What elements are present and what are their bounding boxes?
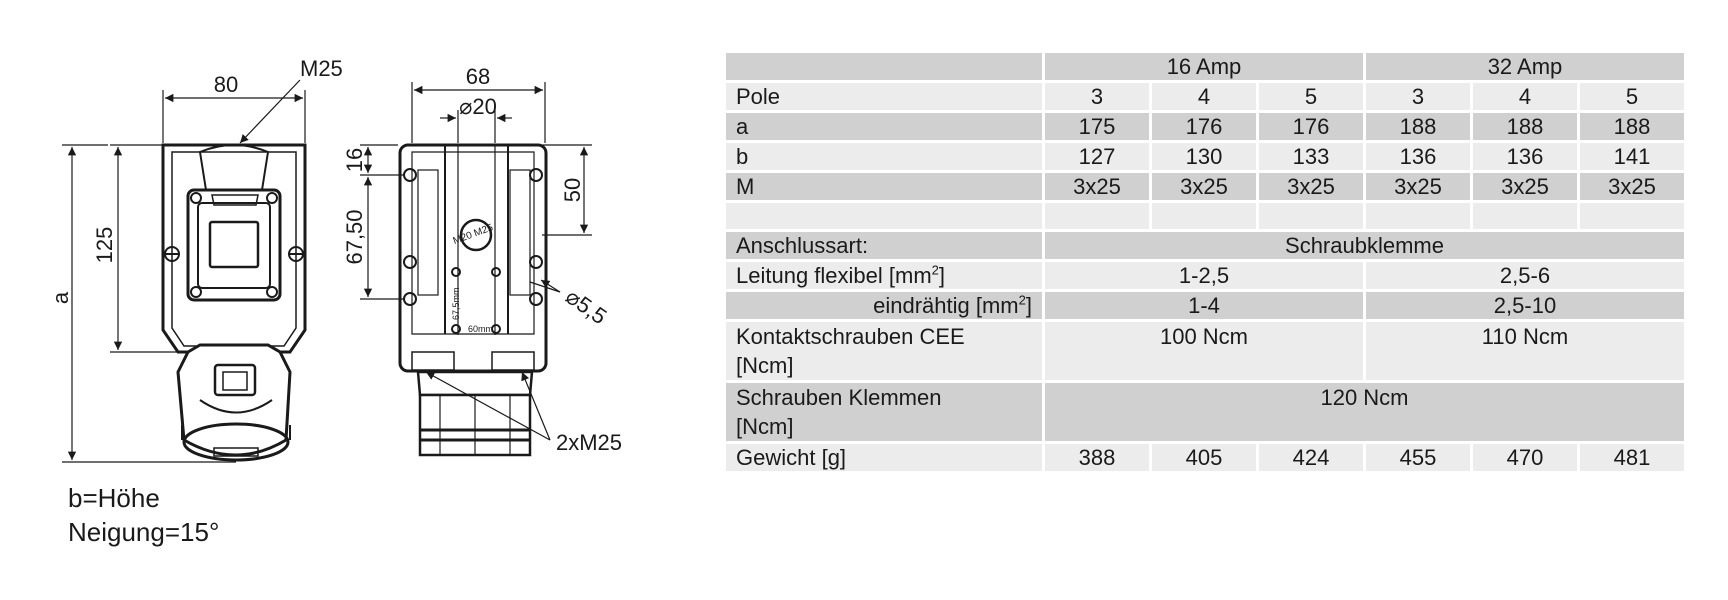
row-label: eindrähtig $[mm^2]$ — [726, 292, 1042, 319]
group-32-amp: 32 Amp — [1366, 53, 1684, 80]
dim-thread-front: M25 — [300, 56, 343, 81]
table-cell: 3x25 — [1366, 173, 1470, 200]
table-cell: 3 — [1045, 83, 1149, 110]
dim-width-front: 80 — [213, 72, 239, 97]
table-cell: 2,5-10 — [1366, 292, 1684, 319]
table-row-m — [726, 173, 1684, 200]
table-row-b — [726, 143, 1684, 170]
table-cell: 388 — [1045, 444, 1149, 471]
table-row-a — [726, 113, 1684, 140]
table-row-eindraehtig — [726, 292, 1684, 319]
dim-right-side: 50 — [560, 177, 585, 203]
side-view — [400, 145, 546, 455]
table-cell: Schraubklemme — [1045, 232, 1684, 259]
table-cell-empty — [1580, 203, 1684, 229]
table-cell: 100 Ncm — [1045, 322, 1363, 380]
table-cell: 3x25 — [1045, 173, 1149, 200]
row-label: Anschlussart: — [726, 232, 1042, 259]
dim-total-front: a — [48, 291, 73, 305]
table-cell: 4 — [1473, 83, 1577, 110]
table-cell: 136 — [1473, 143, 1577, 170]
table-cell: 5 — [1580, 83, 1684, 110]
table-cell-empty — [1366, 203, 1470, 229]
table-cell-empty — [1473, 203, 1577, 229]
table-cell: 136 — [1366, 143, 1470, 170]
table-cell: 130 — [1152, 143, 1256, 170]
table-cell: 141 — [1580, 143, 1684, 170]
table-cell-empty — [1045, 203, 1149, 229]
dim-hole: ⌀20 — [459, 94, 497, 119]
table-cell-empty — [726, 53, 1042, 80]
table-row-groups — [726, 53, 1684, 80]
table-cell: 481 — [1580, 444, 1684, 471]
table-cell: 5 — [1259, 83, 1363, 110]
table-cell: 188 — [1473, 113, 1577, 140]
label-slot-1: 67,5mm — [451, 287, 461, 320]
table-cell: 110 Ncm — [1366, 322, 1684, 380]
row-label: Leitung flexibel $[mm^2]$ — [726, 262, 1042, 289]
dim-width-side: 68 — [465, 64, 491, 89]
table-cell: 188 — [1580, 113, 1684, 140]
row-label: a — [726, 113, 1042, 140]
table-cell: 176 — [1259, 113, 1363, 140]
table-row-kontakt — [726, 322, 1684, 380]
table-cell: 188 — [1366, 113, 1470, 140]
table-row-anschluss — [726, 232, 1684, 259]
table-row-spacer — [726, 203, 1684, 229]
table-cell: 3 — [1366, 83, 1470, 110]
table-row-pole — [726, 83, 1684, 110]
row-label: Pole — [726, 83, 1042, 110]
table-cell: 3x25 — [1152, 173, 1256, 200]
row-label: Gewicht [g] — [726, 444, 1042, 471]
table-row-klemmen — [726, 383, 1684, 441]
row-label: b — [726, 143, 1042, 170]
table-cell: 176 — [1152, 113, 1256, 140]
label-slot-2: 60mm — [468, 324, 494, 334]
spec-table — [723, 50, 1687, 474]
dim-glands: 2xM25 — [556, 430, 623, 455]
table-cell-empty — [726, 203, 1042, 229]
table-cell-empty — [1152, 203, 1256, 229]
table-cell: 470 — [1473, 444, 1577, 471]
table-cell: 424 — [1259, 444, 1363, 471]
row-label: Kontaktschrauben CEE [Ncm] — [726, 322, 1042, 380]
dim-top-side: 16 — [342, 147, 367, 173]
table-cell: 127 — [1045, 143, 1149, 170]
table-cell: 4 — [1152, 83, 1256, 110]
note-tilt: Neigung=15° — [68, 517, 220, 547]
group-16-amp: 16 Amp — [1045, 53, 1363, 80]
dim-screw: ⌀5,5 — [561, 283, 612, 330]
table-cell: 3x25 — [1259, 173, 1363, 200]
front-view — [163, 145, 305, 460]
table-cell: 133 — [1259, 143, 1363, 170]
table-cell: 455 — [1366, 444, 1470, 471]
table-cell: 1-2,5 — [1045, 262, 1363, 289]
table-cell-empty — [1259, 203, 1363, 229]
note-height: b=Höhe — [68, 483, 160, 513]
table-cell: 3x25 — [1580, 173, 1684, 200]
dim-height-front: 125 — [92, 226, 117, 264]
table-cell: 175 — [1045, 113, 1149, 140]
gland-mark: M20 M25 — [451, 222, 495, 247]
table-cell: 2,5-6 — [1366, 262, 1684, 289]
table-cell: 1-4 — [1045, 292, 1363, 319]
row-label: M — [726, 173, 1042, 200]
dim-spacing-side: 67,50 — [342, 209, 367, 265]
row-label: Schrauben Klemmen [Ncm] — [726, 383, 1042, 441]
table-row-gewicht — [726, 444, 1684, 471]
table-cell: 3x25 — [1473, 173, 1577, 200]
table-row-leitung — [726, 262, 1684, 289]
table-cell: 120 Ncm — [1045, 383, 1684, 441]
table-cell: 405 — [1152, 444, 1256, 471]
